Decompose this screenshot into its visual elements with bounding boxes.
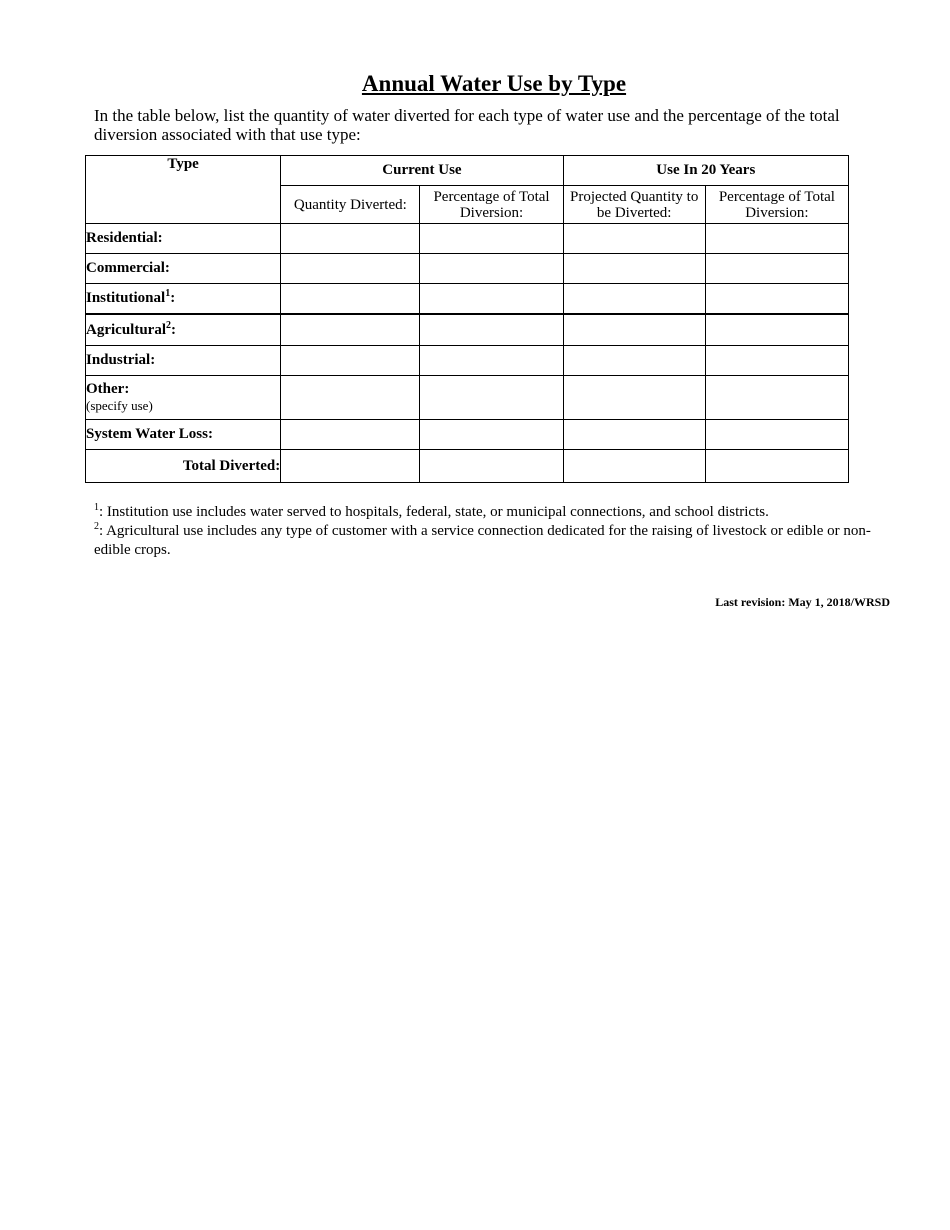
total-quantity-cell[interactable]	[281, 450, 420, 483]
table-row-residential	[86, 224, 849, 254]
row-label-commercial: Commercial:	[86, 254, 281, 284]
table-row-commercial	[86, 254, 849, 284]
row-label-industrial: Industrial:	[86, 346, 281, 376]
residential-projected-percentage-cell[interactable]	[705, 224, 848, 254]
table-row-other	[86, 376, 849, 420]
row-label-system-water-loss: System Water Loss:	[86, 420, 281, 450]
system-loss-percentage-cell[interactable]	[420, 420, 563, 450]
institutional-percentage-cell[interactable]	[420, 284, 563, 315]
commercial-projected-percentage-cell[interactable]	[705, 254, 848, 284]
other-label-text: Other:	[86, 381, 130, 397]
other-quantity-cell[interactable]	[281, 376, 420, 420]
industrial-projected-percentage-cell[interactable]	[705, 346, 848, 376]
percentage-current-header: Percentage of Total Diversion:	[420, 186, 563, 224]
total-percentage-cell[interactable]	[420, 450, 563, 483]
other-projected-percentage-cell[interactable]	[705, 376, 848, 420]
water-use-table	[85, 155, 849, 483]
institutional-quantity-cell[interactable]	[281, 284, 420, 315]
commercial-percentage-cell[interactable]	[420, 254, 563, 284]
projected-quantity-header: Projected Quantity to be Diverted:	[563, 186, 705, 224]
footnote-1-text: : Institution use includes water served to hospitals, federal, state, or municipal connections, and school districts.	[99, 504, 769, 520]
system-loss-projected-percentage-cell[interactable]	[705, 420, 848, 450]
footnote-marker-2: 2	[166, 319, 171, 331]
other-specify-note: (specify use)	[86, 398, 153, 413]
industrial-quantity-cell[interactable]	[281, 346, 420, 376]
row-label-agricultural	[86, 314, 281, 346]
current-use-header: Current Use	[281, 156, 563, 186]
table-row-total-diverted	[86, 450, 849, 483]
table-row-agricultural	[86, 314, 849, 346]
footnote-2-marker: 2	[94, 521, 99, 532]
residential-percentage-cell[interactable]	[420, 224, 563, 254]
table-row-industrial	[86, 346, 849, 376]
percentage-future-header: Percentage of Total Diversion:	[705, 186, 848, 224]
agricultural-colon: :	[171, 321, 176, 338]
other-percentage-cell[interactable]	[420, 376, 563, 420]
quantity-diverted-header: Quantity Diverted:	[281, 186, 420, 224]
footnote-1-marker: 1	[94, 502, 99, 513]
row-label-total-diverted: Total Diverted:	[86, 450, 281, 483]
page-title: Annual Water Use by Type	[361, 71, 627, 96]
system-loss-quantity-cell[interactable]	[281, 420, 420, 450]
row-label-institutional	[86, 284, 281, 315]
agricultural-label-text: Agricultural	[86, 321, 166, 338]
footnote-1	[94, 503, 880, 522]
table-row-system-water-loss	[86, 420, 849, 450]
other-projected-cell[interactable]	[563, 376, 705, 420]
agricultural-percentage-cell[interactable]	[420, 314, 563, 346]
footnote-2-text: : Agricultural use includes any type of customer with a service connection dedicated for the raising of livestock or edible or non-edible crops.	[94, 523, 871, 558]
footnotes	[94, 503, 880, 560]
agricultural-quantity-cell[interactable]	[281, 314, 420, 346]
footnote-marker-1: 1	[165, 288, 171, 299]
system-loss-projected-cell[interactable]	[563, 420, 705, 450]
future-use-header: Use In 20 Years	[563, 156, 848, 186]
residential-projected-cell[interactable]	[563, 224, 705, 254]
agricultural-projected-percentage-cell[interactable]	[705, 314, 848, 346]
type-header: Type	[86, 156, 281, 224]
footnote-2	[94, 522, 880, 560]
intro-text: In the table below, list the quantity of water diverted for each type of water use and the percentage of the total diversion associated with that use type:	[94, 106, 840, 144]
last-revision: Last revision: May 1, 2018/WRSD	[715, 595, 890, 609]
table-row-institutional	[86, 284, 849, 315]
total-projected-cell[interactable]	[563, 450, 705, 483]
row-label-other	[86, 376, 281, 420]
agricultural-projected-cell[interactable]	[563, 314, 705, 346]
row-label-residential: Residential:	[86, 224, 281, 254]
industrial-projected-cell[interactable]	[563, 346, 705, 376]
institutional-colon: :	[170, 290, 176, 306]
institutional-projected-percentage-cell[interactable]	[705, 284, 848, 315]
commercial-projected-cell[interactable]	[563, 254, 705, 284]
total-projected-percentage-cell[interactable]	[705, 450, 848, 483]
institutional-label-text: Institutional	[86, 290, 166, 306]
industrial-percentage-cell[interactable]	[420, 346, 563, 376]
residential-quantity-cell[interactable]	[281, 224, 420, 254]
institutional-projected-cell[interactable]	[563, 284, 705, 315]
commercial-quantity-cell[interactable]	[281, 254, 420, 284]
